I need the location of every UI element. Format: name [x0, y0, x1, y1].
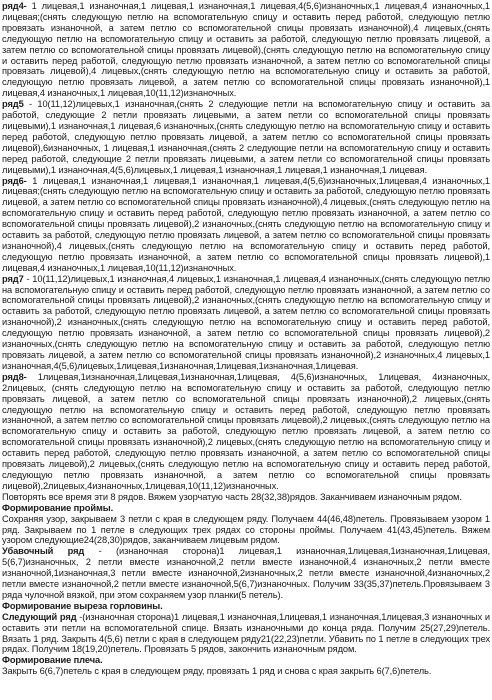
pattern-paragraph	[2, 99, 490, 175]
paragraph-text: Повторять все время эти 8 рядов. Вяжем узорчатую часть 28(32,38)рядов. Заканчиваем изнаночным рядом.	[2, 491, 462, 502]
section-heading: Формирование проймы.	[2, 502, 114, 513]
pattern-paragraph	[2, 274, 490, 372]
pattern-paragraph	[2, 1, 490, 99]
paragraph-text: 1 лицевая,1 изнаночная,1 лицевая,1 изнаночная,1 лицевая,4(5,6)изнаночных,1лицевая,4 изнаночных,1 лицевая;(снять следующую петлю на вспомогательную спицу и оставить за работой, следующую петлю провязать лицевой, а затем петлю со вспомогательной спицы провязать изнаночной),4 лицевых,(снять следующую петлю на вспомогательную спицу и оставить перед работой, следующую петлю провязать изнаночной, а затем петлю со вспомогательной спицы провязать лицевой),2 изнаночных,(снять следующую петлю на вспомогательную спицу и оставить за работой, следующую петлю провязать лицевой, а затем петлю со вспомогательной спицы провязать изнаночной),4 лицевых,(снять следующую петлю на вспомогательную спицу и оставить перед работой, следующую петлю провязать изнаночной, а затем петлю со вспомогательной спицы провязать лицевой),1 лицевая,4 изнаночных,1 лицевая,10(11,12)изнаночных.	[2, 175, 490, 273]
pattern-paragraph	[2, 176, 490, 274]
pattern-paragraph	[2, 372, 490, 492]
section-heading: Формирование выреза горловины.	[2, 600, 163, 611]
row-label: ряд6-	[2, 175, 27, 186]
pattern-paragraph	[2, 492, 490, 503]
pattern-paragraph	[2, 546, 490, 601]
paragraph-text: Закрыть 6(6,7)петель с края в следующем ряду, провязать 1 ряд и снова с края закрыть 6(7,6)петель.	[2, 666, 432, 677]
row-label: ряд7	[2, 273, 24, 284]
paragraph-text: Сохраняя узор, закрываем 3 петли с края в следующем ряду. Получаем 44(46,48)петель. Провязываем узором 1 ряд. Закрываем по 1 петле в следующих трех рядах со стороны проймы. Получаем 41(43,45)петель. Вяжем узором следующие24(28,30)рядов, заканчиваем лицевым рядом.	[2, 513, 490, 546]
row-label: ряд8-	[2, 371, 27, 382]
row-label: ряд5	[2, 99, 24, 110]
paragraph-text: 1 лицевая,1 изнаночная,1 лицевая,1 изнаночная,1 лицевая,4(5,6)изнаночных,1 лицевая,4 изнаночных,1 лицевая;(снять следующую петлю на вспомогательную спицу и оставить перед работой, следующую петлю провязать изнаночной, а затем петлю со вспомогательной спицы провязать изнаночной),4 лицевых,(снять следующую петлю на вспомогательную спицу и оставить за работой, следующую петлю провязать лицевой, а затем петлю со вспомогательной спицы провязать лицевой),(снять следующую петлю на вспомогательную спицу и оставить перед работой, следующую петлю провязать изнаночной, а затем петлю со вспомогательной спицы провязать лицевой),4 лицевых,(снять следующую петлю на вспомогательную спицу и оставить за работой, следующую петлю провязать лицевой, а затем петлю со вспомогательной спицы провязать изнаночной),1 лицевая,4 изнаночных,1 лицевая,10(11,12)изнаночных.	[2, 1, 490, 99]
pattern-paragraph	[2, 514, 490, 547]
section-heading: Формирование плеча.	[2, 655, 103, 666]
knitting-pattern-document	[2, 1, 490, 677]
paragraph-text: - 10(11,12)лицевых,1 изнаночная,4 лицевых,1 изнаночная,1 лицевая,4 изнаночных,(снять следующую петлю на вспомогательную спицу и оставить перед работой, следующую петлю провязать изнаночной, а затем петлю со вспомогательной спицы провязать лицевой),2 изнаночных,(снять следующую петлю на вспомогательную спицу и оставить за работой, следующую петлю провязать лицевой, а затем петлю со вспомогательной спицы провязать изнаночной),2 изнаночных,(снять следующую петлю на вспомогательную спицу и оставить перед работой, следующую петлю провязать изнаночной, а затем петлю со вспомогательной спицы провязать лицевой),2 изнаночных,(снять следующую петлю на вспомогательную спицу и оставить за работой, следующую петлю провязать лицевой, а затем петлю со вспомогательной спицы провязать изнаночной),2 изнаночных,4 лицевых,1 изнаночная,4(5,6)лицевых,1лицевая,1изнаночная,1лицевая,1изнаночная,1лицевая.	[2, 273, 490, 371]
paragraph-text: 1лицевая,1изнаночная,1лицевая,1изнаночная,1лицевая, 4(5,6)изнаночных, 1лицевая, 4изнаночных, 2лицевых, (снять следующую петлю на вспомогательную спицу и оставить за работой, следующую петлю провязать лицевой, а затем петлю со вспомогательной спицы провязать изнаночной),2 лицевых,(снять следующую петлю на вспомогательную спицу и оставить перед работой, следующую петлю провязать изнаночной, а затем петлю со вспомогательной спицы провязать лицевой),2 лицевых,(снять следующую петлю на вспомогательную спицу и оставить за работой, следующую петлю провязать лицевой, а затем петлю со вспомогательной спицы провязать изнаночной),2 лицевых,(снять следующую петлю на вспомогательную спицу и оставить перед работой, следующую петлю провязать изнаночной, а затем петлю со вспомогательной спицы провязать лицевой),2 лицевых,(снять следующую петлю на вспомогательную спицу и оставить перед работой, следующую петлю провязать изнаночной, а затем петлю со вспомогательной спицы провязать лицевой),2лицевых,4изнаночных,1лицевая,10(11,12)изнаночных.	[2, 371, 491, 491]
row-label: Убавочный ряд	[2, 546, 85, 557]
paragraph-text: - 10(11,12)лицевых,1 изнаночная,(снять 2 следующие петли на вспомогательную спицу и оставить за работой, следующие 2 петли провязать лицевыми, а затем петли со вспомогательной спицы провязать лицевыми),1 изнаночная,1 лицевая,6 изнаночных,(снять следующую петлю на вспомогательную спицу и оставить перед работой, следующую петлю провязать лицевой, а затем петлю со вспомогательной спицы провязать лицевой),6изнаночных, 1 лицевая,1 изнаночная,(снять 2 следующие петли на вспомогательную спицу и оставить перед работой, следующие 2 петли провязать лицевыми, а затем петли со вспомогательной спицы провязать лицевыми),1 изнаночная,4(5,6)лицевых,1 лицевая,1 изнаночная,1 лицевая,1 изнаночная,1 лицевая.	[2, 99, 490, 175]
row-label: ряд4-	[2, 1, 27, 11]
row-label: Следующий ряд	[2, 611, 77, 622]
pattern-paragraph	[2, 612, 490, 656]
paragraph-text: -(изнаночная сторона)1 лицевая,1 изнаночная,1лицевая,1 изнаночная,1лицевая,3 изнаночных и оставить эти петли на вспомогательной спице. Вязать изнаночными до конца ряда. Получим 25(27,29)петель. Вязать 1 ряд. Закрыть 4(5,6) петли с края в следующем ряду21(22,23)петли. Убавить по 1 петле в следующих трех рядах. Получим 18(19,20)петель. Провязать 5 рядов, закончить изнаночным рядом.	[2, 611, 491, 655]
paragraph-text: - (изнаночная сторона)1 лицевая,1 изнаночная,1лицевая,1изнаночная,1лицевая, 5(6,7)изнаночных, 2 петли вместе изнаночной,2 петли вместе изнаночной,4 изнаночных,2 петли вместе изнаночной,1изнаночная,3 петли вместе изнаночной,2изнаночных,2 петли вместе изнаночной,4изнаночных,2 петли вместе изнаночной,2 петли вместе изнаночной,5(6,7)изнаночных. Получим 33(35,37)петель.Провязываем 3 ряда чулочной вязкой, при этом сохраняем узор планки(5 петель).	[2, 546, 491, 600]
pattern-paragraph	[2, 666, 490, 677]
